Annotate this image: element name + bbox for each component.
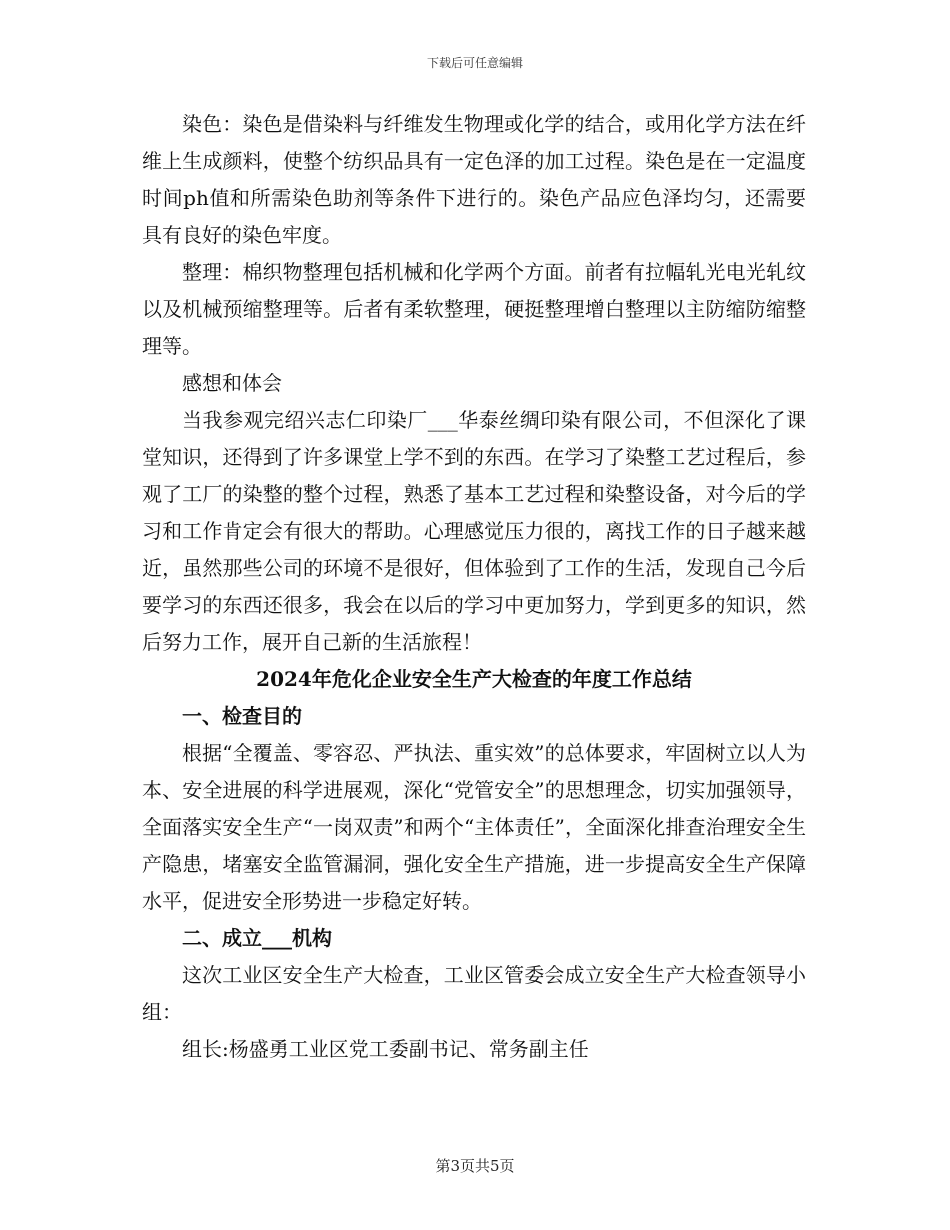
section-heading-2: 二、成立___机构 — [182, 926, 332, 950]
reflection-heading: 感想和体会 — [182, 371, 282, 395]
document-body — [142, 106, 806, 1068]
section-heading-1: 一、检查目的 — [182, 704, 302, 728]
paragraph-finishing: 整理：棉织物整理包括机械和化学两个方面。前者有拉幅轧光电光轧纹以及机械预缩整理等。后者有柔软整理，硬挺整理增白整理以主防缩防缩整理等。 — [142, 260, 806, 358]
section-body-1: 根据“全覆盖、零容忍、严执法、重实效”的总体要求，牢固树立以人为本、安全进展的科学进展观，深化“党管安全”的思想理念，切实加强领导，全面落实安全生产“一岗双责”和两个“主体责任”，全面深化排查治理安全生产隐患，堵塞安全监管漏洞，强化安全生产措施，进一步提高安全生产保障水平，促进安全形势进一步稳定好转。 — [142, 741, 806, 913]
paragraph-reflection: 当我参观完绍兴志仁印染厂___华泰丝绸印染有限公司，不但深化了课堂知识，还得到了许多课堂上学不到的东西。在学习了染整工艺过程后，参观了工厂的染整的整个过程，熟悉了基本工艺过程和染整设备，对今后的学习和工作肯定会有很大的帮助。心理感觉压力很的，离找工作的日子越来越近，虽然那些公司的环境不是很好，但体验到了工作的生活，发现自己今后要学习的东西还很多，我会在以后的学习中更加努力，学到更多的知识，然后努力工作，展开自己新的生活旅程！ — [142, 408, 806, 654]
paragraph-dyeing: 染色：染色是借染料与纤维发生物理或化学的结合，或用化学方法在纤维上生成颜料，使整个纺织品具有一定色泽的加工过程。染色是在一定温度时间ph值和所需染色助剂等条件下进行的。染色产品应色泽均匀，还需要具有良好的染色牢度。 — [142, 112, 806, 247]
section-body-2: 这次工业区安全生产大检查，工业区管委会成立安全生产大检查领导小组： — [142, 963, 806, 1024]
leader-line: 组长:杨盛勇工业区党工委副书记、常务副主任 — [182, 1037, 589, 1061]
page-footer: 第3页共5页 — [435, 1157, 515, 1175]
page-header: 下载后可任意编辑 — [426, 56, 523, 70]
article-title: 2024年危化企业安全生产大检查的年度工作总结 — [256, 667, 692, 691]
